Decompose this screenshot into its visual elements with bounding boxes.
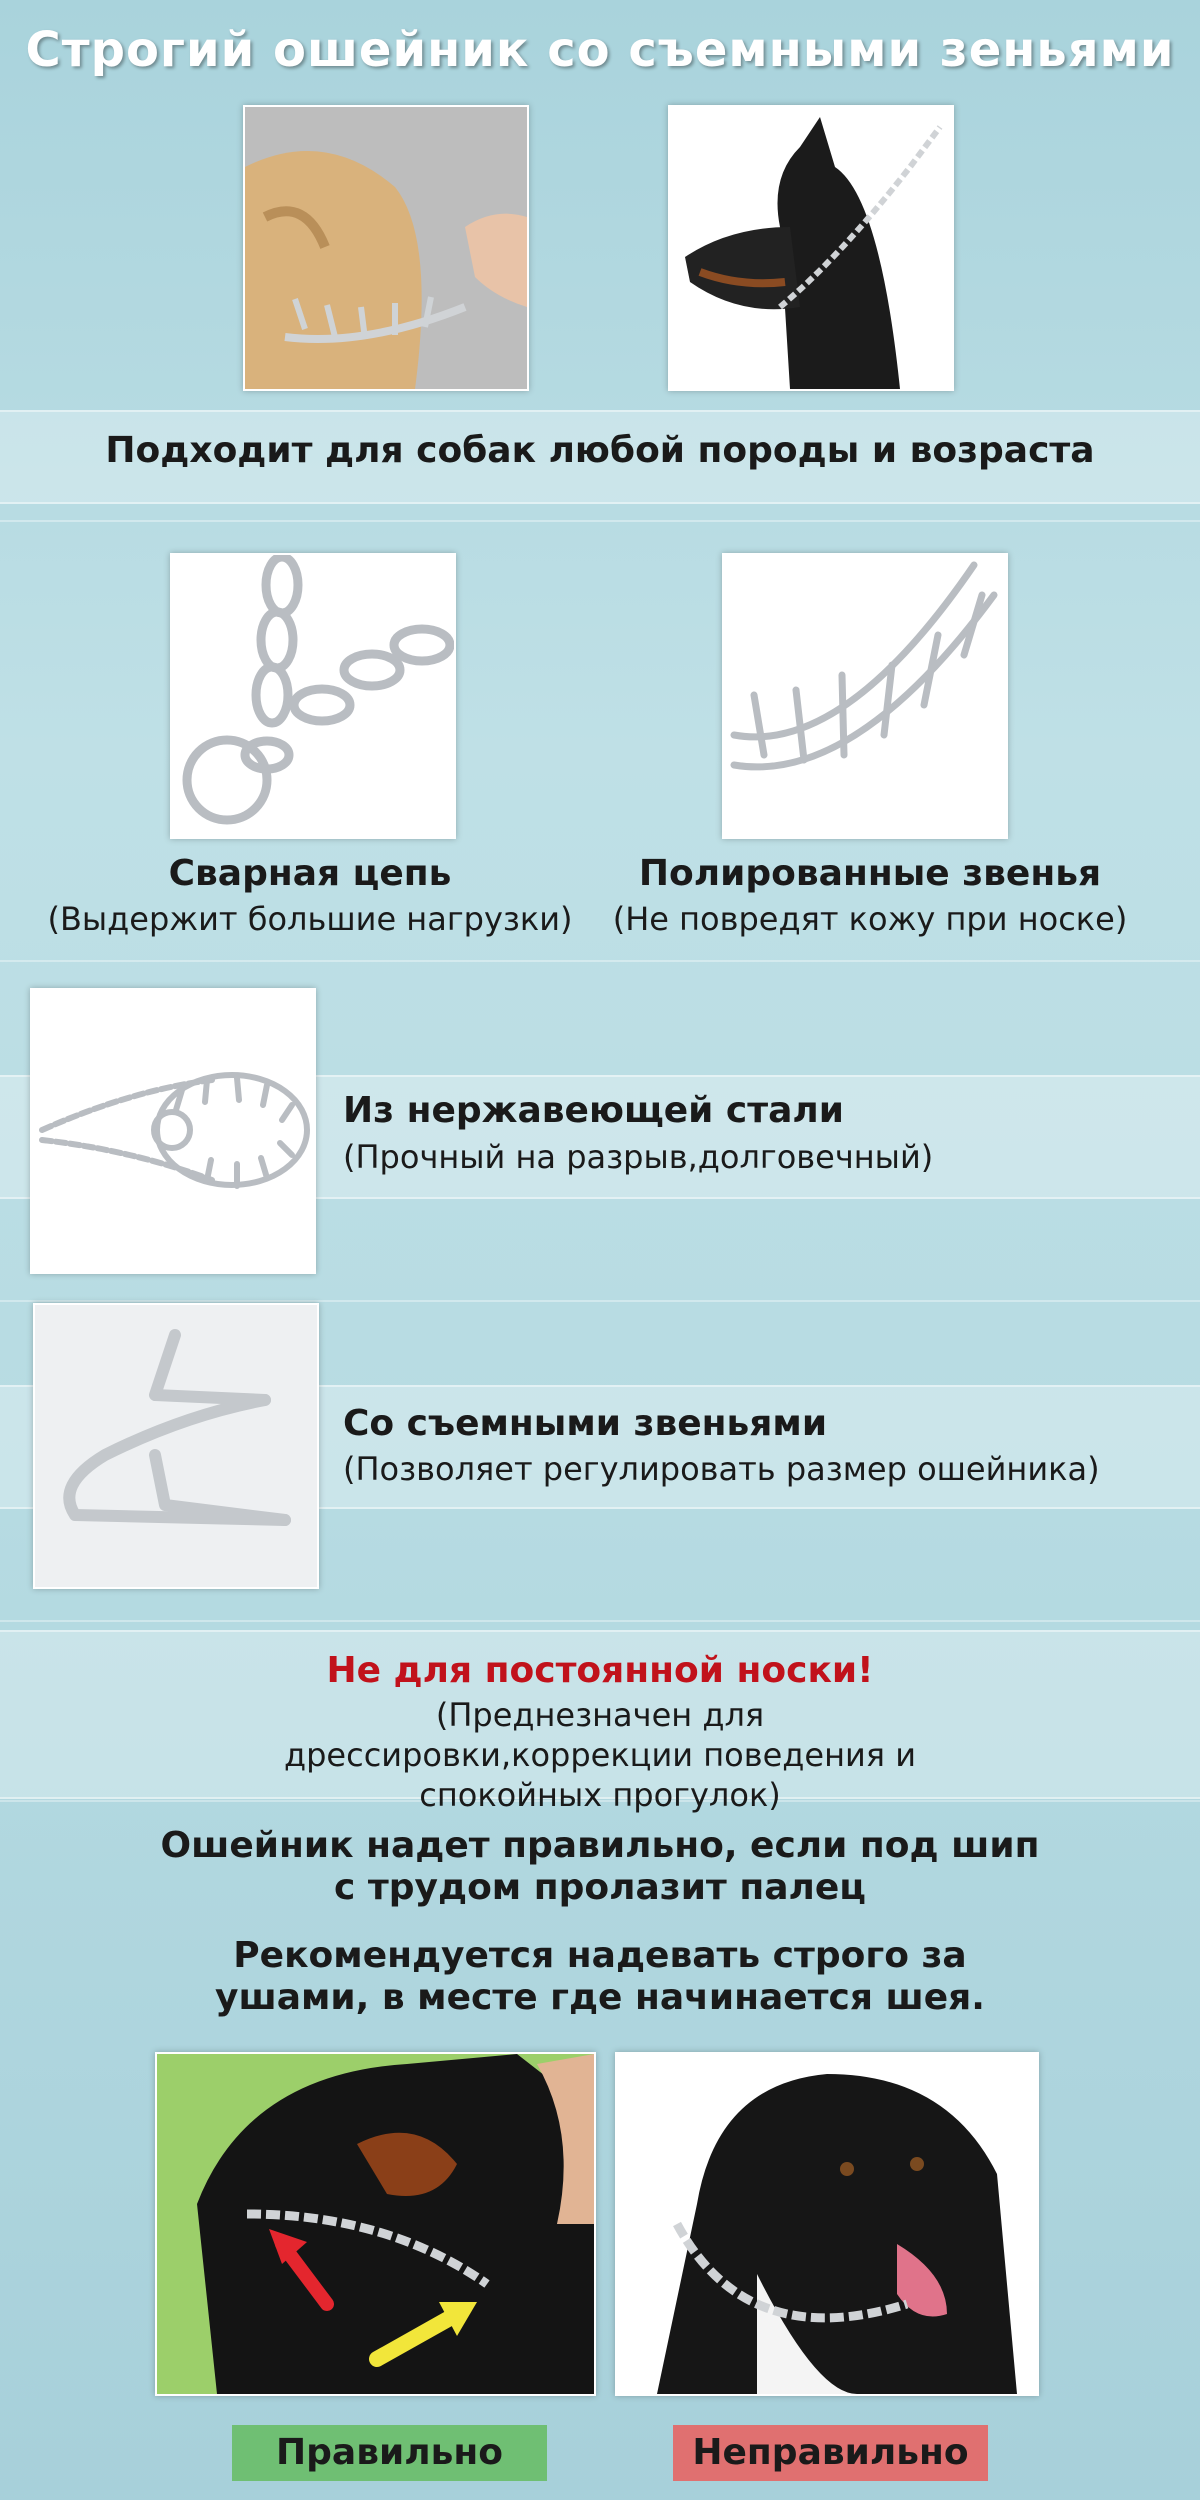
tip-position: Рекомендуется надевать строго за ушами, в месте где начинается шея.	[215, 1935, 985, 2018]
feature-polished-links-title: Полированные звенья	[638, 853, 1102, 894]
page-title: Строгий ошейник со съемными зеньями	[25, 22, 1175, 78]
warning-note: (Преднезначен для дрессировки,коррекции поведения и спокойных прогулок)	[283, 1696, 917, 1814]
photo-labrador-collar	[243, 105, 529, 391]
tip-fit: Ошейник надет правильно, если под шип с трудом пролазит палец	[160, 1825, 1040, 1908]
feature-steel-note: (Прочный на разрыв,долговечный)	[343, 1138, 934, 1176]
photo-removable-link	[33, 1303, 319, 1589]
photo-welded-chain	[170, 553, 456, 839]
feature-welded-chain-title: Сварная цепь	[168, 853, 452, 894]
photo-correct-position	[155, 2052, 596, 2396]
photo-wrong-position	[615, 2052, 1039, 2396]
feature-steel-title: Из нержавеющей стали	[343, 1090, 845, 1131]
feature-removable-title: Со съемными звеньями	[343, 1403, 828, 1444]
correct-label: Правильно	[232, 2425, 547, 2481]
feature-removable-note: (Позволяет регулировать размер ошейника)	[343, 1450, 1100, 1488]
feature-welded-chain-note: (Выдержит большие нагрузки)	[47, 900, 573, 938]
feature-polished-links-note: (Не повредят кожу при носке)	[612, 900, 1128, 938]
wrong-label: Неправильно	[673, 2425, 988, 2481]
intro-text: Подходит для собак любой породы и возраста	[105, 430, 1095, 471]
photo-doberman-collar	[668, 105, 954, 391]
photo-polished-links	[722, 553, 1008, 839]
photo-steel-collar	[30, 988, 316, 1274]
warning-title: Не для постоянной носки!	[326, 1650, 874, 1691]
